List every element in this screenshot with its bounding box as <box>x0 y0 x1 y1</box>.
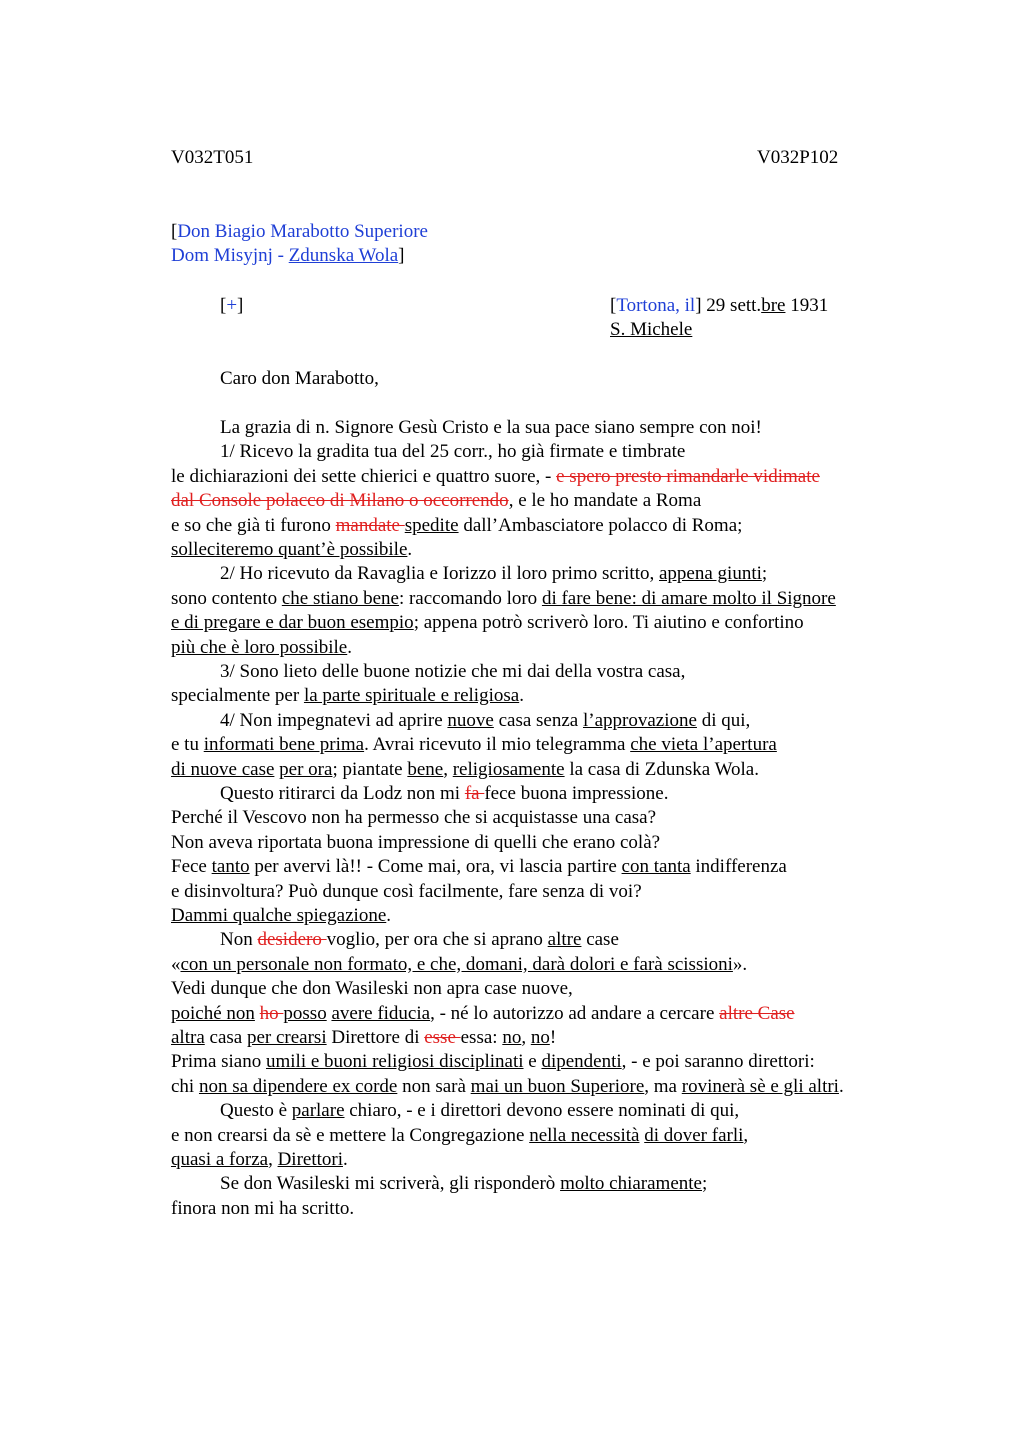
document-code-right: V032P102 <box>757 147 839 168</box>
underlined-text: parlare <box>291 1100 345 1122</box>
cross-symbol: + <box>226 295 238 316</box>
text-segment: per avervi là!! - Come mai, ora, vi lascia partire <box>249 856 622 878</box>
deleted-text: fa <box>464 783 485 804</box>
text-segment: . <box>407 539 413 560</box>
text-segment: Questo ritirarci da Lodz non mi <box>220 783 465 804</box>
letter-line <box>220 416 762 440</box>
text-segment: , <box>443 758 453 780</box>
text-segment: e non crearsi da sè e mettere la Congregazione <box>171 1124 530 1146</box>
underlined-text: avere fiducia <box>331 1002 431 1024</box>
underlined-text: che stiano bene <box>281 587 399 609</box>
underlined-text: mai un buon Superiore <box>470 1075 645 1097</box>
text-segment: ; <box>761 563 768 585</box>
text-segment: casa <box>204 1027 247 1048</box>
letter-line <box>171 831 660 855</box>
letter-line <box>171 904 391 928</box>
text-segment: casa senza <box>493 709 583 731</box>
bracket-open: [ <box>171 221 178 242</box>
letter-line <box>171 489 701 513</box>
text-segment: ; appena potrò scriverò loro. Ti aiutino e confortino <box>413 612 804 634</box>
underlined-text: più che è loro possibile <box>171 636 348 658</box>
underlined-text: per crearsi <box>246 1027 327 1048</box>
text-segment: , e le ho mandate a Roma <box>508 490 702 512</box>
underlined-text: no <box>530 1027 550 1048</box>
text-segment: indifferenza <box>690 856 787 878</box>
letter-line <box>220 562 767 586</box>
text-segment: dall’Ambasciatore polacco di Roma; <box>458 514 743 536</box>
text-segment: 4/ Non impegnatevi ad aprire <box>220 709 448 731</box>
text-segment: . <box>519 685 524 707</box>
text-segment: Vedi dunque che don Wasileski non apra case nuove, <box>171 978 573 1000</box>
text-segment: Se don Wasileski mi scriverà, gli risponderò <box>220 1173 561 1195</box>
deleted-text: dal Console polacco di Milano o occorrendo <box>171 490 509 512</box>
text-segment: ». <box>732 953 748 975</box>
letter-line <box>171 1197 354 1221</box>
underlined-text: Direttori <box>277 1149 343 1170</box>
deleted-text: esse <box>424 1027 461 1048</box>
underlined-text: tanto <box>211 856 250 878</box>
text-segment: . <box>347 636 352 658</box>
underlined-text: no <box>502 1027 522 1048</box>
text-segment: Questo è <box>220 1100 292 1122</box>
text-segment: di qui, <box>696 709 751 731</box>
underlined-text: poiché non <box>171 1002 255 1024</box>
letter-line <box>220 928 619 952</box>
letter-line <box>171 1026 556 1050</box>
letter-line <box>171 1075 844 1099</box>
text-segment: . <box>343 1149 348 1170</box>
text-segment: 1/ Ricevo la gradita tua del 25 corr., ho già firmate e timbrate <box>220 441 686 463</box>
text-segment: . Avrai ricevuto il mio telegramma <box>364 734 631 756</box>
text-segment: la casa di Zdunska Wola. <box>564 758 759 780</box>
letter-line <box>171 611 804 635</box>
underlined-text: con tanta <box>621 856 691 878</box>
underlined-text: altra <box>171 1027 205 1048</box>
text-segment: non sarà <box>397 1075 471 1097</box>
underlined-text: non sa dipendere ex corde <box>198 1075 398 1097</box>
place-date: [Tortona, il] 29 sett.bre 1931 <box>610 295 829 316</box>
text-segment: chi <box>171 1075 199 1097</box>
deleted-text: mandate <box>335 514 405 536</box>
letter-line <box>220 1099 739 1123</box>
letter-line <box>171 1002 795 1026</box>
letter-line <box>171 1124 748 1148</box>
recipient-town: Zdunska Wola <box>288 245 399 266</box>
address-line-1 <box>171 220 428 244</box>
recipient-house: Dom Misyjnj - <box>171 245 289 266</box>
text-segment: e <box>523 1051 542 1073</box>
text-segment: Direttore di <box>326 1027 425 1048</box>
letter-line <box>220 440 685 464</box>
letter-line <box>171 758 759 782</box>
text-segment: ! <box>549 1027 557 1048</box>
text-segment: Prima siano <box>171 1051 266 1073</box>
text-segment: Non <box>220 929 258 951</box>
letter-line <box>171 538 412 562</box>
underlined-text: la parte spirituale e religiosa <box>303 685 520 707</box>
text-segment: e so che già ti furono <box>171 514 336 536</box>
deleted-text: ho <box>259 1002 284 1024</box>
letter-line <box>171 733 777 757</box>
underlined-text: Dammi qualche spiegazione <box>171 905 387 926</box>
underlined-text: di dover farli <box>644 1124 744 1146</box>
underlined-text: per ora <box>279 758 333 780</box>
salutation: Caro don Marabotto, <box>220 368 379 389</box>
recipient-name: Don Biagio Marabotto Superiore <box>177 221 428 242</box>
underlined-text: appena giunti <box>659 563 762 585</box>
text-segment: finora non mi ha scritto. <box>171 1197 355 1219</box>
text-segment: specialmente per <box>171 685 304 707</box>
letter-line <box>171 465 820 489</box>
underlined-text: e di pregare e dar buon esempio <box>171 612 414 634</box>
place: Tortona, il <box>616 295 696 316</box>
underlined-text: dipendenti <box>541 1051 622 1073</box>
deleted-text: e spero presto rimandarle vidimate <box>556 465 820 487</box>
text-segment: case <box>581 929 619 951</box>
date-day-month: 29 sett. <box>701 295 762 316</box>
text-segment: fece buona impressione. <box>484 783 669 804</box>
underlined-text: rovinerà sè e gli altri <box>681 1075 839 1097</box>
underlined-text: nella necessità <box>529 1124 640 1146</box>
text-segment: le dichiarazioni dei sette chierici e quattro suore, - <box>171 465 557 487</box>
text-segment: . <box>386 905 392 926</box>
text-segment: : raccomando loro <box>398 587 542 609</box>
text-segment: , <box>743 1124 749 1146</box>
date-year: 1931 <box>785 295 829 316</box>
letter-line <box>171 1148 348 1172</box>
text-segment: , ma <box>644 1075 682 1097</box>
text-segment: Non aveva riportata buona impressione di quelli che erano colà? <box>171 831 661 853</box>
underlined-text: che vieta l’apertura <box>630 734 777 756</box>
letter-line <box>171 514 742 538</box>
underlined-text: altre <box>547 929 582 951</box>
underlined-text: informati bene prima <box>203 734 365 756</box>
letter-line <box>171 880 642 904</box>
text-segment: ; <box>701 1173 708 1195</box>
text-segment: Perché il Vescovo non ha permesso che si acquistasse una casa? <box>171 807 657 829</box>
letter-line <box>171 977 573 1001</box>
letter-line <box>171 855 787 879</box>
text-segment: essa: <box>460 1027 503 1048</box>
address-line-2 <box>171 244 405 268</box>
underlined-text: l’approvazione <box>582 709 697 731</box>
text-segment: chiaro, - e i direttori devono essere nominati di qui, <box>344 1100 740 1122</box>
letter-line <box>220 660 685 684</box>
text-segment: sono contento <box>171 587 282 609</box>
text-segment: 3/ Sono lieto delle buone notizie che mi dai della vostra casa, <box>220 661 686 682</box>
letter-line <box>171 636 352 660</box>
text-segment: voglio, per ora che si aprano <box>326 929 548 951</box>
underlined-text: con un personale non formato, e che, domani, darà dolori e farà scissioni <box>180 953 733 975</box>
text-segment: 2/ Ho ricevuto da Ravaglia e Iorizzo il loro primo scritto, <box>220 563 659 585</box>
text-segment: Fece <box>171 856 212 878</box>
text-segment: , <box>521 1027 531 1048</box>
letter-line <box>220 709 750 733</box>
text-segment: « <box>171 953 181 975</box>
letter-line <box>220 782 668 806</box>
text-segment: ; piantate <box>332 758 408 780</box>
text-segment: e tu <box>171 734 204 756</box>
underlined-text: bene <box>407 758 444 780</box>
bracket-close: ] <box>398 245 405 266</box>
letter-line <box>171 587 836 611</box>
letter-line <box>220 1172 707 1196</box>
underlined-text: umili e buoni religiosi disciplinati <box>266 1051 524 1073</box>
text-segment: , <box>268 1149 278 1170</box>
text-segment: . <box>838 1075 844 1097</box>
text-segment: , - e poi saranno direttori: <box>621 1051 815 1073</box>
underlined-text: molto chiaramente <box>560 1173 702 1195</box>
cross-mark: [+] <box>220 295 244 316</box>
underlined-text: di fare bene: di amare molto il Signore <box>541 587 836 609</box>
underlined-text: solleciteremo quant’è possibile <box>171 539 408 560</box>
text-segment: La grazia di n. Signore Gesù Cristo e la sua pace siano sempre con noi! <box>220 417 762 438</box>
deleted-text: altre Case <box>719 1002 795 1024</box>
underlined-text: nuove <box>447 709 494 731</box>
underlined-text: religiosamente <box>452 758 565 780</box>
letter-line <box>171 1050 815 1074</box>
letter-line <box>171 953 747 977</box>
underlined-text: quasi a forza <box>171 1149 269 1170</box>
underlined-text: di nuove case <box>171 758 275 780</box>
feast-day: S. Michele <box>610 319 693 340</box>
underlined-text: posso <box>283 1002 327 1024</box>
deleted-text: desidero <box>257 929 327 951</box>
text-segment: e disinvoltura? Può dunque così facilmente, fare senza di voi? <box>171 880 642 902</box>
text-segment: , - né lo autorizzo ad andare a cercare <box>430 1002 720 1024</box>
letter-line <box>171 806 656 830</box>
date-month-suffix: bre <box>761 295 786 316</box>
document-code-left: V032T051 <box>171 147 254 168</box>
letter-line <box>171 684 524 708</box>
underlined-text: spedite <box>404 514 459 536</box>
